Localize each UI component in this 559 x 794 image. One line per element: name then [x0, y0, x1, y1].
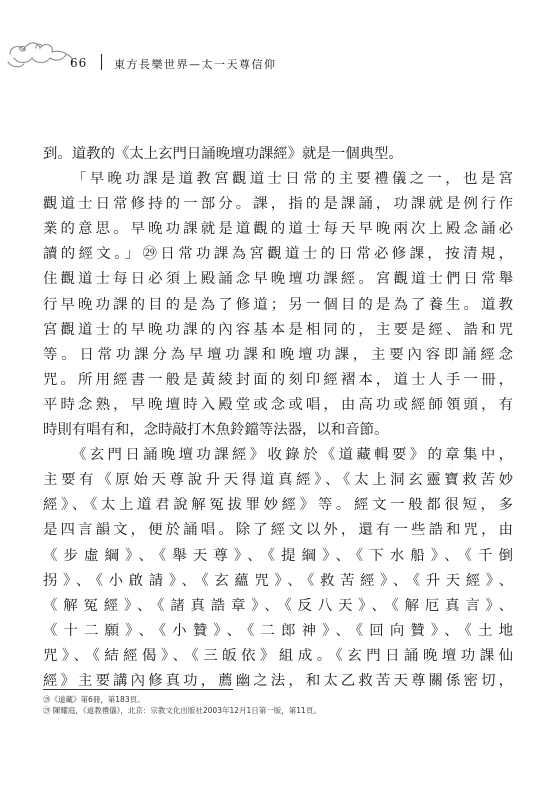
text-line: 宮觀道士的早晚功課的內容基本是相同的，主要是經、誥和咒 [43, 321, 513, 338]
page-number: 66 [70, 56, 88, 70]
text-line: 《玄門日誦晚壇功課經》收錄於《道藏輯要》的章集中， [72, 447, 513, 464]
footnotes [43, 694, 321, 716]
cloud-ornament-icon [6, 24, 76, 74]
text-line: 《步虛綱》、《舉天尊》、《提綱》、《下水船》、《千倒 [43, 547, 513, 564]
text-line: 「早晚功課是道教宮觀道士日常的主要禮儀之一，也是宮 [72, 171, 513, 188]
footnote-28: ㉘《道藏》第6冊，第183頁。 [43, 695, 145, 704]
text-line: 《十二願》、《小贊》、《二郎神》、《回向贊》、《土地 [43, 622, 513, 639]
footnote-rule [43, 689, 233, 690]
text-line: 等。日常功課分為早壇功課和晚壇功課，主要內容即誦經念 [43, 346, 513, 363]
text-line: 到。道教的《太上玄門日誦晚壇功課經》就是一個典型。 [43, 146, 403, 162]
text-line: 拐》、《小啟請》、《玄蘊咒》、《救苦經》、《升天經》、 [43, 572, 513, 589]
text-line: 《解冤經》、《諸真誥章》、《反八天》、《解厄真言》、 [43, 597, 513, 614]
text-line: 咒》、《結經偈》、《三皈依》組成。《玄門日誦晚壇功課仙 [43, 647, 513, 664]
text-line: 住觀道士每日必須上殿誦念早晚壇功課經。宮觀道士們日常舉 [43, 271, 513, 288]
text-line: 經》、《太上道君說解冤拔罪妙經》等。經文一般都很短，多 [43, 497, 513, 514]
text-line: 時則有唱有和，念時敲打木魚鈴鐺等法器，以和音節。 [43, 422, 389, 439]
text-line: 平時念熟，早晚壇時入殿堂或念或唱，由高功或經師領頭，有 [43, 396, 513, 413]
text-line: 行早晚功課的目的是為了修道；另一個目的是為了養生。道教 [43, 296, 513, 313]
text-line: 讀的經文。」㉙日常功課為宮觀道士的日常必修課，按清規， [43, 246, 513, 263]
text-line: 主要有《原始天尊說升天得道真經》、《太上洞玄靈寶救苦妙 [43, 472, 513, 489]
header-divider [101, 54, 102, 70]
body-text [43, 142, 513, 694]
footnote-29: ㉙ 陳耀庭，《道教禮儀》，北京：宗教文化出版社2003年12月1日第一版，第11頁。 [43, 706, 321, 715]
text-line: 業的意思。早晚功課就是道觀的道士每天早晚兩次上殿念誦必 [43, 221, 513, 238]
text-line: 是四言韻文，便於誦唱。除了經文以外，還有一些誥和咒，由 [43, 522, 513, 539]
text-line: 觀道士日常修持的一部分。課，指的是課誦，功課就是例行作 [43, 196, 513, 213]
running-title: 東方長樂世界—太一天尊信仰 [114, 58, 277, 71]
text-line: 經》主要講內修真功，薦幽之法，和太乙救苦天尊關係密切， [43, 672, 513, 689]
text-line: 咒。所用經書一般是黃綾封面的刻印經褶本，道士人手一冊， [43, 371, 513, 388]
